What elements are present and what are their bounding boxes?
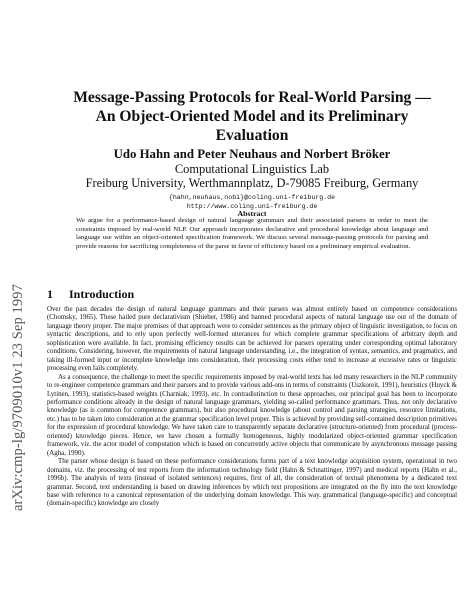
section-title: Introduction — [69, 287, 135, 301]
arxiv-identifier-stamp: arXiv:cmp-lg/9709010v1 23 Sep 1997 — [10, 284, 26, 511]
lab-url: http://www.coling.uni-freiburg.de — [186, 203, 318, 210]
abstract-heading: Abstract — [237, 209, 267, 218]
affiliation-address: Freiburg University, Werthmannplatz, D-79085 Freiburg, Germany — [85, 176, 419, 190]
introduction-body — [47, 306, 457, 509]
section-heading-introduction — [47, 287, 134, 302]
paragraph-2: As a consequence, the challenge to meet the specific requirements imposed by real-world texts has led many researchers in the NLP community to re-engineer competence grammars and their parsers and to provide various add-ons in terms of constraints (Uszkoreit, 1991), heuristics (Huyck & Lytinen, 1993), statistics-based weights (Charniak, 1993), etc. In contradistinction to these approaches, our principal goal has been to incorporate performance conditions already in the design of natural language grammars, yielding so-called performance grammars. Thus, not only declarative knowledge (as is common for competence grammars), but also procedural knowledge (about control and parsing strategies, resource limitations, etc.) has to be taken into consideration at the grammar specification level proper. This is achieved by providing self-contained description primitives for the expression of procedural knowledge. We have taken care to transparently separate declarative (structure-oriented) from procedural (process-oriented) knowledge pieces. Hence, we have chosen a formally homogeneous, highly modularized object-oriented grammar specification framework, viz. the actor model of computation which is based on concurrently active objects that communicate by asynchronous message passing (Agha, 1990). — [47, 373, 457, 457]
paper-title-line-3: Evaluation — [215, 127, 289, 144]
author-list: Udo Hahn and Peter Neuhaus and Norbert Bröker — [113, 147, 391, 161]
paragraph-3: The parser whose design is based on these performance considerations forms part of a text knowledge acquisition system, operational in two domains, viz. the processing of test reports from the information technology field (Hahn & Schnattinger, 1997) and medical reports (Hahn et al., 1996b). The analysis of texts (instead of isolated sentences) requires, first of all, the consideration of textual phenomena by a dedicated text grammar. Second, text understanding is based on drawing inferences by which text propositions are integrated on the fly into the text knowledge base with reference to a canonical representation of the underlying domain knowledge. This way, grammatical (language-specific) and conceptual (domain-specific) knowledge are closely — [47, 458, 457, 508]
section-number: 1 — [47, 287, 53, 301]
paper-title-line-1: Message-Passing Protocols for Real-World Parsing — — [73, 89, 431, 106]
paragraph-1: Over the past decades the design of natural language grammars and their parsers was almost entirely based on competence considerations (Chomsky, 1965). These hailed pure declarativism (Shieber, 1986) and banned procedural aspects of natural language use out of the domain of language theory proper. The major premises of that approach were to consider sentences as the primary object of linguistic investigation, to focus on syntactic descriptions, and to rely upon perfectly well-formed utterances for which complete grammar specifications of arbitrary depth and sophistication were available. In fact, promising efficiency results can be achieved for parsers operating under corresponding optimal laboratory conditions. Considering, however, the requirements of natural language understanding, i.e., the integration of syntax, semantics, and pragmatics, and taking ill-formed input or incomplete knowledge into consideration, their processing costs either tend to increase at excessive rates or linguistic processing even fails completely. — [47, 306, 457, 373]
author-emails: {hahn,neuhaus,nobi}@coling.uni-freiburg.de — [168, 194, 336, 201]
abstract-text: We argue for a performance-based design of natural language grammars and their associated parsers in order to meet the constraints imposed by real-world NLP. Our approach incorporates declarative and procedural knowledge about language and language use within an object-oriented specification framework. We discuss several message-passing protocols for parsing and provide reasons for sacrificing completeness of the parse in favor of efficiency based on a preliminary empirical evaluation. — [76, 217, 428, 250]
affiliation-lab: Computational Linguistics Lab — [174, 162, 330, 176]
paper-title-line-2: An Object-Oriented Model and its Preliminary — [95, 108, 409, 125]
